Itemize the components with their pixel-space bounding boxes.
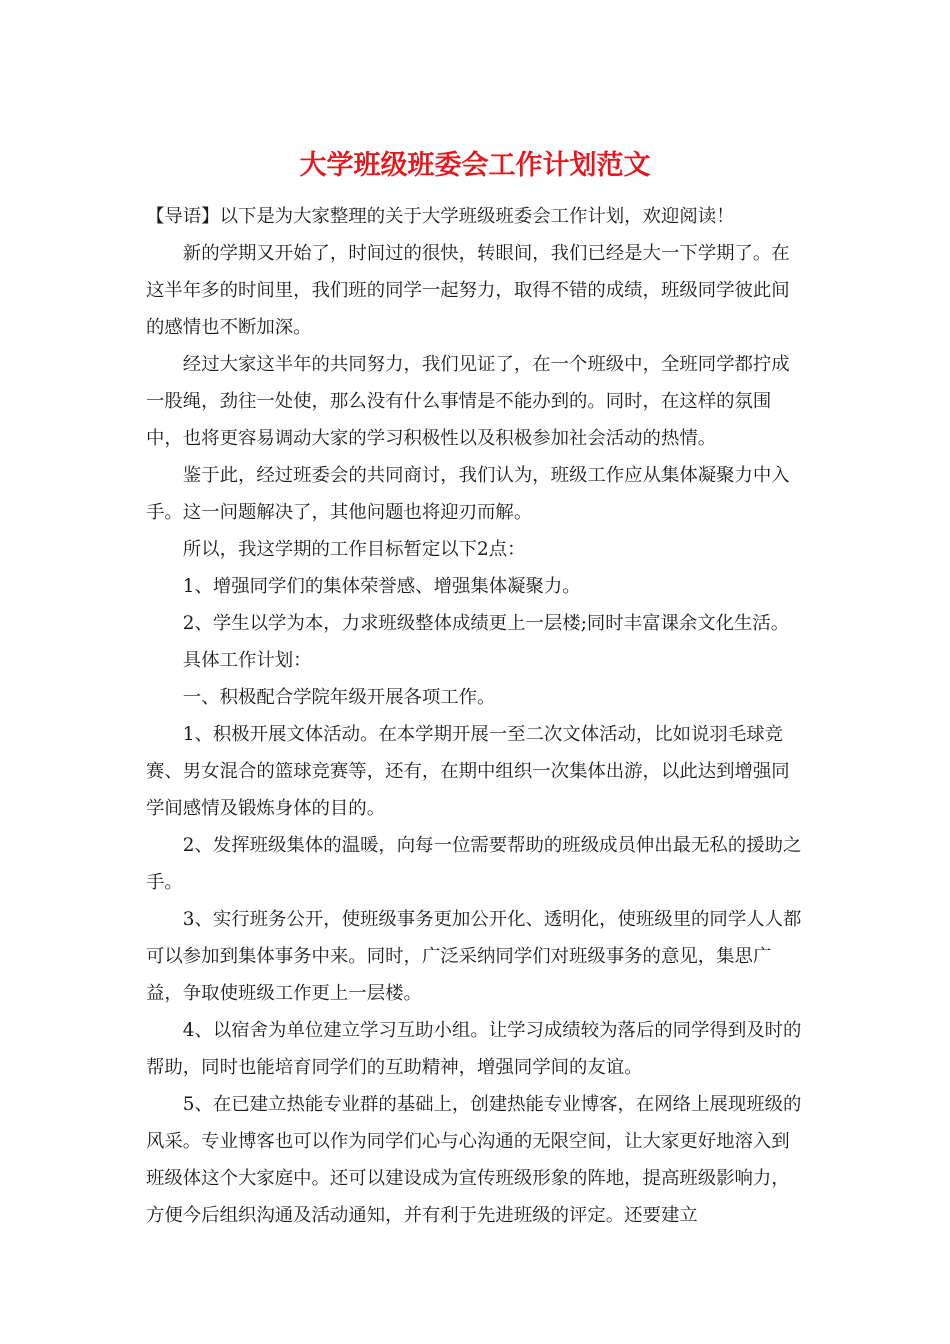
plan-item-5: 5、在已建立热能专业群的基础上，创建热能专业博客，在网络上展现班级的风采。专业博客也可以作为同学们心与心沟通的无限空间，让大家更好地溶入到班级体这个大家庭中。还可以建设成为宣传班级形象的阵地，提高班级影响力，方便今后组织沟通及活动通知，并有利于先进班级的评定。还要建立 [146, 1094, 802, 1226]
document-title: 大学班级班委会工作计划范文 [299, 150, 651, 181]
document-body [146, 198, 808, 1234]
paragraph-semester: 新的学期又开始了，时间过的很快，转眼间，我们已经是大一下学期了。在这半年多的时间里，我们班的同学一起努力，取得不错的成绩，班级同学彼此间的感情也不断加深。 [146, 243, 790, 338]
plan-item-4: 4、以宿舍为单位建立学习互助小组。让学习成绩较为落后的同学得到及时的帮助，同时也能培育同学们的互助精神，增强同学间的友谊。 [146, 1020, 802, 1078]
plan-section-1: 一、积极配合学院年级开展各项工作。 [182, 687, 496, 708]
paragraph-effort: 经过大家这半年的共同努力，我们见证了，在一个班级中，全班同学都拧成一股绳，劲往一处使，那么没有什么事情是不能办到的。同时，在这样的氛围中，也将更容易调动大家的学习积极性以及积极参加社会活动的热情。 [146, 354, 790, 449]
intro-paragraph: 【导语】以下是为大家整理的关于大学班级班委会工作计划，欢迎阅读！ [146, 206, 735, 227]
plan-item-1: 1、积极开展文体活动。在本学期开展一至二次文体活动，比如说羽毛球竞赛、男女混合的篮球竞赛等，还有，在期中组织一次集体出游，以此达到增强同学间感情及锻炼身体的目的。 [146, 724, 790, 819]
paragraph-goals-intro: 所以，我这学期的工作目标暂定以下2点： [182, 539, 526, 560]
paragraph-cohesion: 鉴于此，经过班委会的共同商讨，我们认为，班级工作应从集体凝聚力中入手。这一问题解决了，其他问题也将迎刃而解。 [146, 465, 790, 523]
plan-heading: 具体工作计划： [182, 650, 312, 671]
plan-item-2: 2、发挥班级集体的温暖，向每一位需要帮助的班级成员伸出最无私的援助之手。 [146, 835, 802, 893]
goal-item-2: 2、学生以学为本，力求班级整体成绩更上一层楼;同时丰富课余文化生活。 [182, 613, 790, 634]
goal-item-1: 1、增强同学们的集体荣誉感、增强集体凝聚力。 [182, 576, 581, 597]
plan-item-3: 3、实行班务公开，使班级事务更加公开化、透明化，使班级里的同学人人都可以参加到集体事务中来。同时，广泛采纳同学们对班级事务的意见，集思广益，争取使班级工作更上一层楼。 [146, 909, 802, 1004]
